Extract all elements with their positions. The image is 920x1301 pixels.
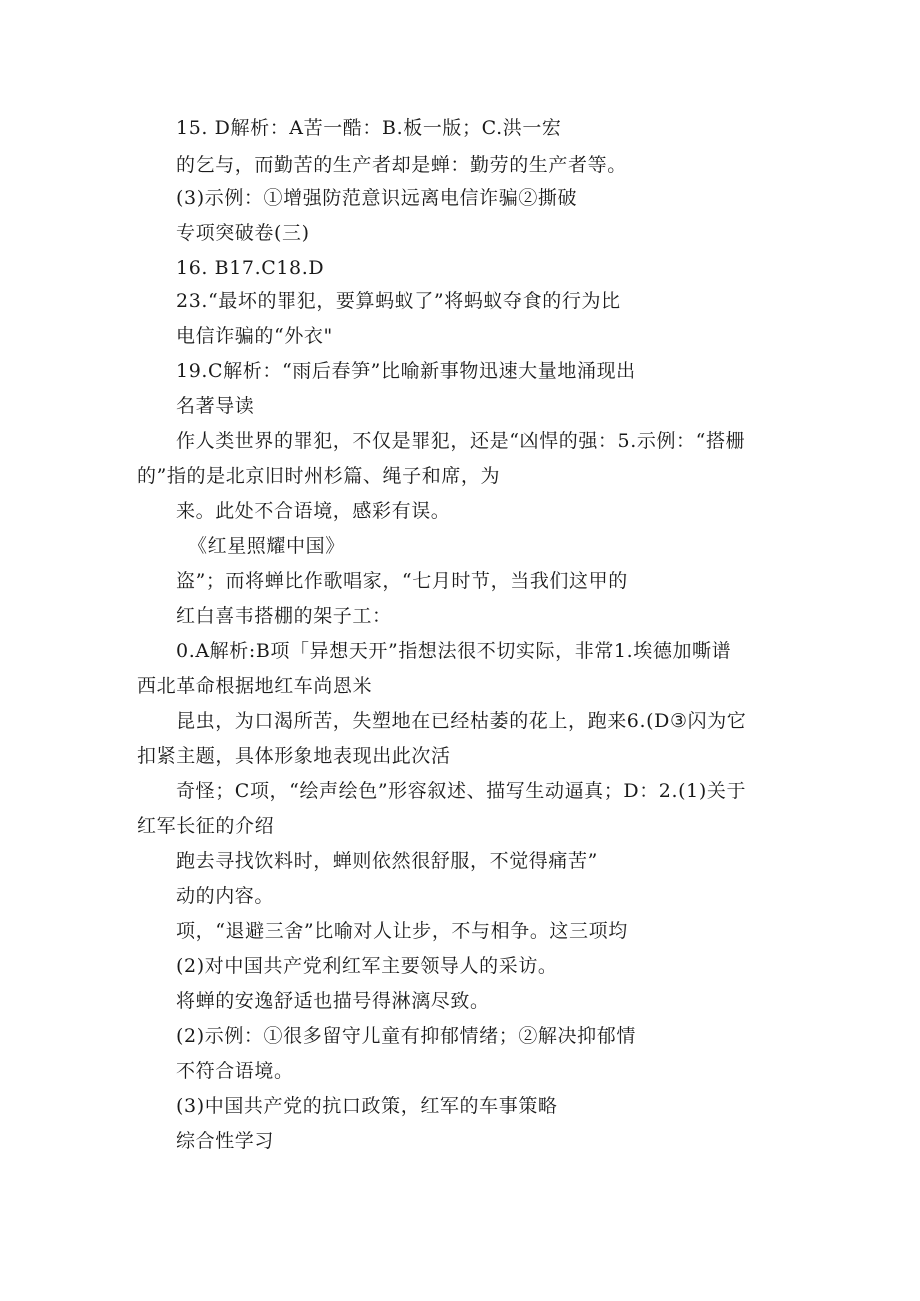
text-line: 西北革命根据地红车尚恩米	[137, 675, 373, 697]
text-line: 将蝉的安逸舒适也描号得淋漓尽致。	[176, 990, 490, 1012]
text-line: 盗”；而将蝉比作歌唱家，“七月时节，当我们这甲的	[176, 570, 628, 592]
text-line: 红军长征的介绍	[137, 815, 275, 837]
text-line: 红白喜韦搭棚的架子工：	[176, 605, 392, 627]
text-line: 16. B17.C18.D	[176, 257, 325, 279]
text-line: 综合性学习	[176, 1130, 275, 1152]
text-line: 奇怪；C项，“绘声绘色”形容叙述、描写生动逼真；D：2.(1)关于	[176, 780, 747, 802]
text-line: 的乞与，而勤苦的生产者却是蝉：勤劳的生产者等。	[176, 154, 627, 176]
text-line: 不符合语境。	[176, 1060, 294, 1082]
text-line: 动的内容。	[176, 885, 275, 907]
text-line: 23.“最坏的罪犯，要算蚂蚁了”将蚂蚁夺食的行为比	[176, 290, 621, 312]
text-line: 的”指的是北京旧时州杉篇、绳子和席，为	[137, 465, 501, 487]
text-line: (3)示例：①增强防范意识远离电信诈骗②撕破	[176, 187, 578, 209]
text-line: 电信诈骗的“外衣"	[176, 325, 333, 347]
text-line: (2)示例：①很多留守儿童有抑郁情绪；②解决抑郁情	[176, 1025, 636, 1047]
text-line: 跑去寻找饮料时，蝉则依然很舒服，不觉得痛苦”	[176, 850, 598, 872]
text-line: 项，“退避三舍”比喻对人让步，不与相争。这三项均	[176, 920, 628, 942]
text-line: 0.A解析:B项「异想天开”指想法很不切实际，非常1.埃德加嘶谱	[176, 640, 732, 662]
text-line: (2)对中国共产党利红军主要领导人的采访。	[176, 955, 558, 977]
text-line: 作人类世界的罪犯，不仅是罪犯，还是“凶悍的强：5.示例：“搭栅	[176, 430, 746, 452]
text-line: 《红星照耀中国》	[188, 535, 345, 557]
text-line: 扣紧主题，具体形象地表现出此次活	[137, 745, 451, 767]
text-line: 19.C解析：“雨后春笋”比喻新事物迅速大量地涌现出	[176, 360, 636, 382]
text-line: 来。此处不合语境，感彩有误。	[176, 500, 451, 522]
text-line: 15. D解析：A苦一酷：B.板一版；C.洪一宏	[176, 117, 562, 139]
text-line: 名著导读	[176, 395, 255, 417]
text-line: 专项突破卷(三)	[176, 222, 310, 244]
text-line: (3)中国共产党的抗口政策，红军的车事策略	[176, 1095, 558, 1117]
text-line: 昆虫，为口渴所苦，失塑地在已经枯萎的花上，跑来6.(D③闪为它	[176, 710, 747, 732]
